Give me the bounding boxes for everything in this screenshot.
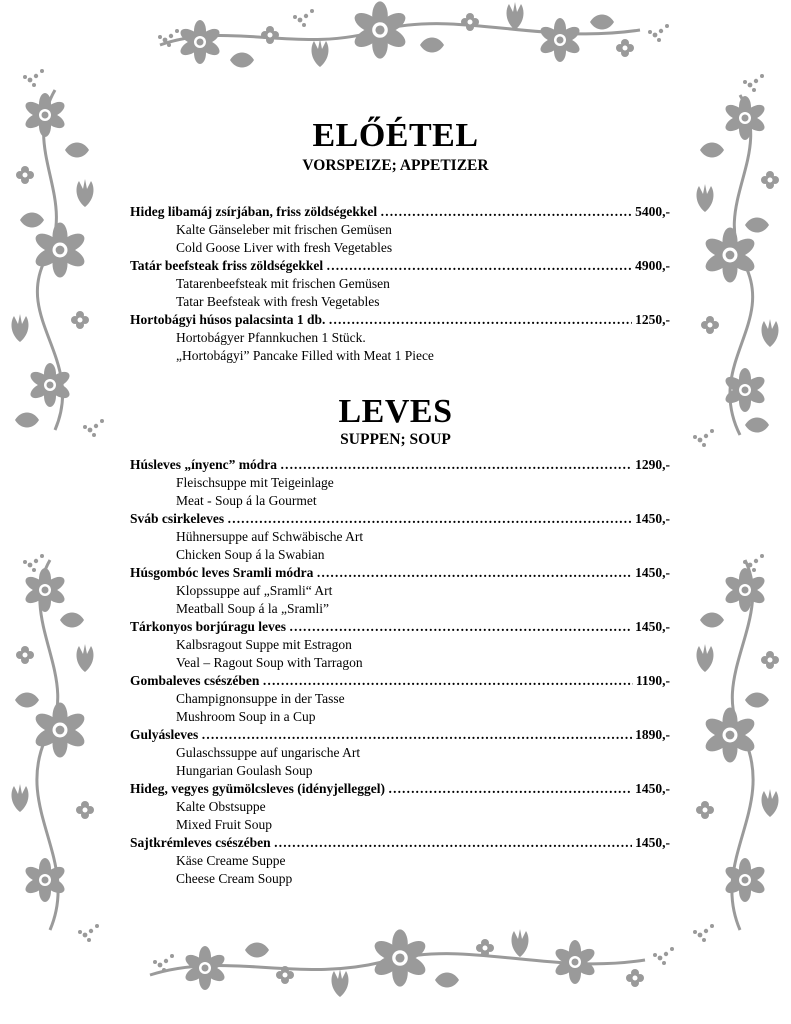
menu-item [130,203,670,257]
leader-dots [227,510,632,528]
item-german: Kalte Obstsuppe [176,799,266,814]
appetizer-list [130,203,670,365]
leader-dots [280,456,632,474]
item-english: Meat - Soup á la Gourmet [176,493,317,508]
menu-item [130,564,670,618]
item-german: Tatarenbeefsteak mit frischen Gemüsen [176,276,390,291]
item-german: Käse Creame Suppe [176,853,286,868]
leader-dots [380,203,632,221]
menu-item [130,456,670,510]
menu-item [130,510,670,564]
item-price: 4900,- [635,258,670,273]
item-name: Húsgombóc leves Sramli módra [130,565,314,580]
item-name: Hideg libamáj zsírjában, friss zöldségekkel [130,204,378,219]
leader-dots [262,672,633,690]
item-price: 1450,- [635,511,670,526]
item-name: Hortobágyi húsos palacsinta 1 db. [130,312,326,327]
item-english: Tatar Beefsteak with fresh Vegetables [176,294,380,309]
leader-dots [328,311,632,329]
menu-item [130,257,670,311]
leader-dots [316,564,632,582]
item-name: Húsleves „ínyenc” módra [130,457,277,472]
item-german: Klopssuppe auf „Sramli“ Art [176,583,333,598]
item-english: Meatball Soup á la „Sramli” [176,601,329,616]
leader-dots [289,618,632,636]
item-name: Gombaleves csészében [130,673,260,688]
menu-item [130,834,670,888]
item-english: Cheese Cream Soupp [176,871,293,886]
menu-item [130,311,670,365]
menu-item [130,726,670,780]
item-english: Hungarian Goulash Soup [176,763,313,778]
item-price: 5400,- [635,204,670,219]
item-english: Cold Goose Liver with fresh Vegetables [176,240,393,255]
item-name: Sajtkrémleves csészében [130,835,271,850]
item-english: Mixed Fruit Soup [176,817,273,832]
section-title-appetizer: ELŐÉTEL [312,117,479,154]
item-german: Kalte Gänseleber mit frischen Gemüsen [176,222,392,237]
item-price: 1250,- [635,312,670,327]
item-english: Mushroom Soup in a Cup [176,709,316,724]
item-price: 1290,- [635,457,670,472]
item-name: Sváb csirkeleves [130,511,225,526]
item-name: Gulyásleves [130,727,199,742]
leader-dots [274,834,633,852]
menu-item [130,618,670,672]
leader-dots [201,726,632,744]
section-title-soup: LEVES [338,393,453,430]
item-price: 1450,- [635,619,670,634]
item-english: „Hortobágyi” Pancake Filled with Meat 1 Piece [176,348,434,363]
item-german: Hühnersuppe auf Schwäbische Art [176,529,364,544]
leader-dots [326,257,632,275]
item-price: 1450,- [635,565,670,580]
item-price: 1450,- [635,835,670,850]
item-name: Tatár beefsteak friss zöldségekkel [130,258,324,273]
item-german: Champignonsuppe in der Tasse [176,691,345,706]
menu-item [130,780,670,834]
section-subtitle-soup: SUPPEN; SOUP [340,431,451,448]
menu-item [130,672,670,726]
leader-dots [388,780,632,798]
section-subtitle-appetizer: VORSPEIZE; APPETIZER [302,157,489,174]
item-german: Kalbsragout Suppe mit Estragon [176,637,352,652]
item-price: 1890,- [635,727,670,742]
item-name: Tárkonyos borjúragu leves [130,619,287,634]
item-english: Veal – Ragout Soup with Tarragon [176,655,363,670]
item-german: Gulaschssuppe auf ungarische Art [176,745,361,760]
item-german: Hortobágyer Pfannkuchen 1 Stück. [176,330,366,345]
item-price: 1450,- [635,781,670,796]
item-english: Chicken Soup á la Swabian [176,547,325,562]
item-price: 1190,- [635,673,670,688]
item-name: Hideg, vegyes gyümölcsleves (idényjelleggel) [130,781,385,796]
soup-list [130,456,670,888]
item-german: Fleischsuppe mit Teigeinlage [176,475,334,490]
